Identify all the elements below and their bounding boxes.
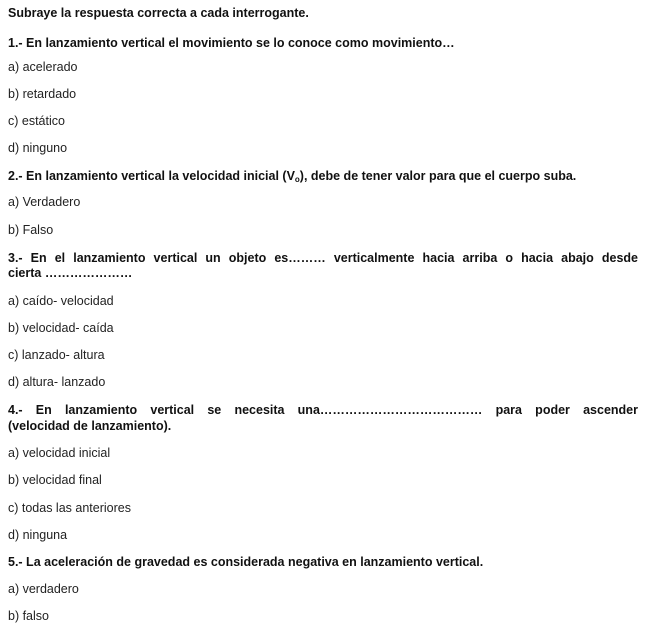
question-4-option-a[interactable]: a) velocidad inicial (8, 446, 111, 460)
question-2-text (8, 169, 576, 184)
question-3-option-c[interactable]: c) lanzado- altura (8, 348, 105, 362)
question-5-text: 5.- La aceleración de gravedad es considerada negativa en lanzamiento vertical. (8, 555, 484, 569)
question-3-option-a[interactable]: a) caído- velocidad (8, 294, 114, 308)
question-5-option-b[interactable]: b) falso (8, 609, 49, 623)
question-2-option-b[interactable]: b) Falso (8, 223, 54, 237)
question-3-line-1: 3.- En el lanzamiento vertical un objeto es……… verticalmente hacia arriba o hacia abajo desde (8, 251, 638, 265)
instruction-heading: Subraye la respuesta correcta a cada interrogante. (8, 6, 309, 20)
question-2-text-after: ), debe de tener valor para que el cuerpo suba. (299, 169, 577, 183)
question-1-option-d[interactable]: d) ninguno (8, 141, 68, 155)
question-3-option-b[interactable]: b) velocidad- caída (8, 321, 114, 335)
question-4-option-d[interactable]: d) ninguna (8, 528, 68, 542)
question-1-option-b[interactable]: b) retardado (8, 87, 77, 101)
question-1-option-c[interactable]: c) estático (8, 114, 65, 128)
question-4-option-b[interactable]: b) velocidad final (8, 473, 102, 487)
question-1-option-a[interactable]: a) acelerado (8, 60, 78, 74)
question-1-text: 1.- En lanzamiento vertical el movimiento se lo conoce como movimiento… (8, 36, 455, 50)
question-3-option-d[interactable]: d) altura- lanzado (8, 375, 106, 389)
question-2-text-before: 2.- En lanzamiento vertical la velocidad inicial (V (8, 169, 295, 183)
question-3-line-2: cierta ………………… (8, 266, 133, 280)
question-4-line-2: (velocidad de lanzamiento). (8, 419, 172, 433)
question-2-option-a[interactable]: a) Verdadero (8, 195, 81, 209)
question-5-option-a[interactable]: a) verdadero (8, 582, 79, 596)
question-2-subscript: o (294, 175, 300, 184)
question-4-line-1: 4.- En lanzamiento vertical se necesita una………………………………… para poder ascender (8, 403, 638, 417)
question-4-option-c[interactable]: c) todas las anteriores (8, 501, 131, 515)
